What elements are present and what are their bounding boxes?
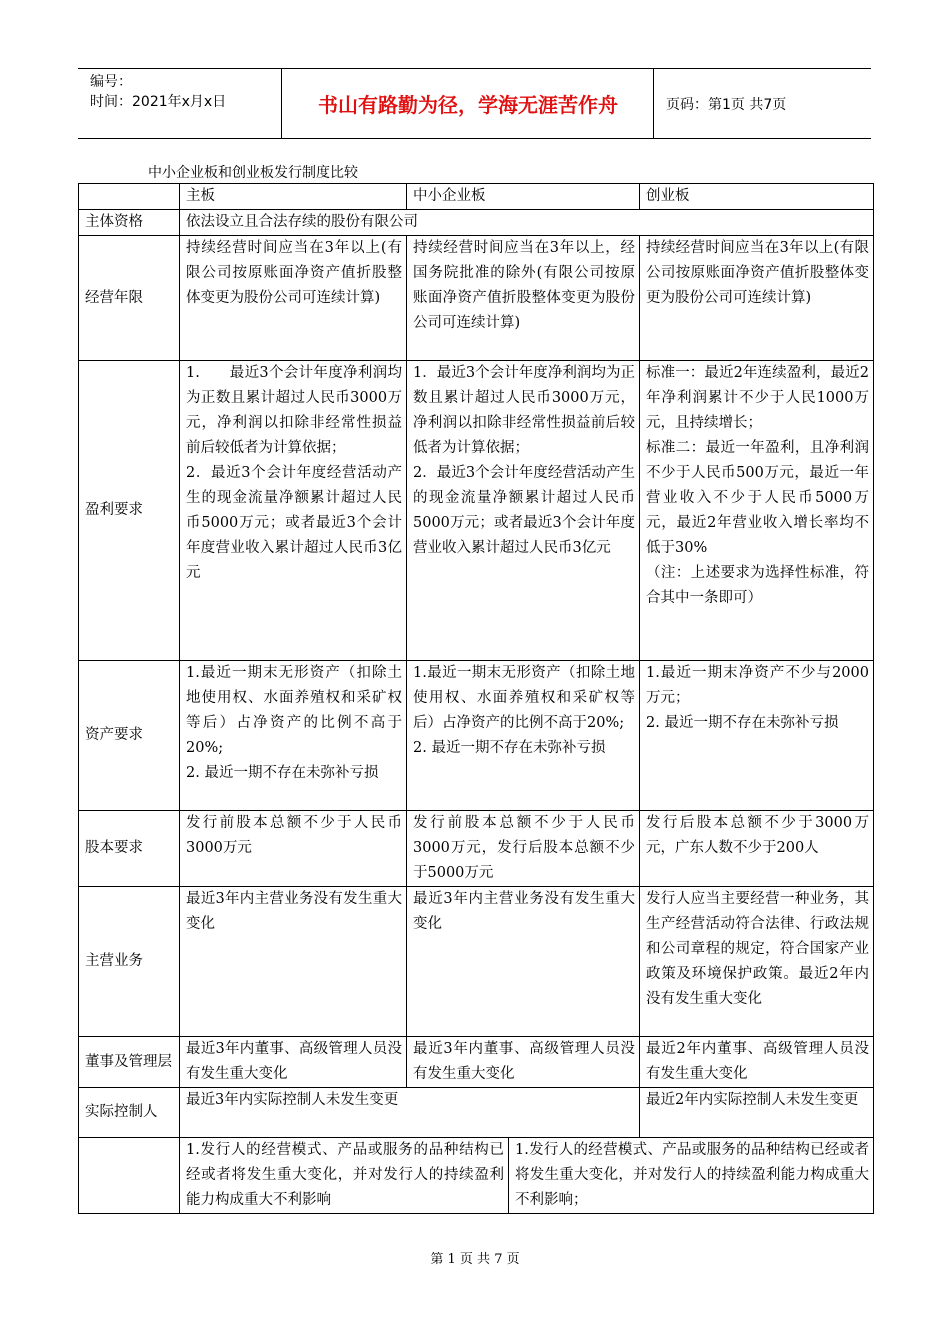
row-label-capital: 股本要求 xyxy=(79,811,180,887)
header-motto: 书山有路勤为径，学海无涯苦作舟 xyxy=(283,69,654,138)
cell-years-main: 持续经营时间应当在3年以上(有限公司按原账面净资产值折股整体变更为股份公司可连续计算) xyxy=(180,236,407,361)
row-label-years: 经营年限 xyxy=(79,236,180,361)
header-cell-gem: 创业板 xyxy=(640,184,874,210)
cell-capital-gem: 发行后股本总额不少于3000万元，广东人数不少于200人 xyxy=(640,811,874,887)
table-row xyxy=(79,811,874,887)
document-title: 中小企业板和创业板发行制度比较 xyxy=(148,165,358,181)
cell-capital-main: 发行前股本总额不少于人民币3000万元 xyxy=(180,811,407,887)
comparison-table xyxy=(78,183,874,1214)
table-row xyxy=(79,184,874,210)
row-label-subject: 主体资格 xyxy=(79,210,180,236)
table-row xyxy=(79,1088,874,1138)
row-label-profit: 盈利要求 xyxy=(79,361,180,661)
cell-capital-sme: 发行前股本总额不少于人民币3000万元，发行后股本总额不少于5000万元 xyxy=(407,811,640,887)
cell-assets-gem: 1.最近一期末净资产不少与2000万元； 2. 最近一期不存在未弥补亏损 xyxy=(640,661,874,811)
header-cell-main: 主板 xyxy=(180,184,407,210)
cell-years-sme: 持续经营时间应当在3年以上，经国务院批准的除外(有限公司按原账面净资产值折股整体变更为股份公司可连续计算) xyxy=(407,236,640,361)
row-label-management: 董事及管理层 xyxy=(79,1037,180,1088)
table-row xyxy=(79,210,874,236)
cell-last-right: 1.发行人的经营模式、产品或服务的品种结构已经或者将发生重大变化，并对发行人的持续盈利能力构成重大不利影响； xyxy=(509,1138,874,1214)
row-label-business: 主营业务 xyxy=(79,887,180,1037)
row-label-last xyxy=(79,1138,180,1214)
table-row xyxy=(79,1138,874,1214)
cell-controller-main-sme: 最近3年内实际控制人未发生变更 xyxy=(180,1088,640,1138)
table-row xyxy=(79,661,874,811)
cell-business-gem: 发行人应当主要经营一种业务，其生产经营活动符合法律、行政法规和公司章程的规定，符合国家产业政策及环境保护政策。最近2年内没有发生重大变化 xyxy=(640,887,874,1037)
cell-controller-gem: 最近2年内实际控制人未发生变更 xyxy=(640,1088,874,1138)
cell-last-left: 1.发行人的经营模式、产品或服务的品种结构已经或者将发生重大变化，并对发行人的持续盈利能力构成重大不利影响 xyxy=(180,1138,509,1214)
header-page-info: 页码：第1页 共7页 xyxy=(666,96,787,113)
header-cell-sme: 中小企业板 xyxy=(407,184,640,210)
cell-management-gem: 最近2年内董事、高级管理人员没有发生重大变化 xyxy=(640,1037,874,1088)
cell-subject: 依法设立且合法存续的股份有限公司 xyxy=(180,210,874,236)
page-footer: 第 1 页 共 7 页 xyxy=(430,1252,520,1267)
page-header xyxy=(78,68,871,139)
cell-profit-gem: 标准一：最近2年连续盈利，最近2年净利润累计不少于人民1000万元，且持续增长； 标准二：最近一年盈利，且净利润不少于人民币500万元，最近一年营业收入不少于人民币5000万元，最近2年营业收入增长率均不低于30% （注：上述要求为选择性标准，符合其中一条即可） xyxy=(640,361,874,661)
header-cell-empty xyxy=(79,184,180,210)
table-row xyxy=(79,361,874,661)
cell-years-gem: 持续经营时间应当在3年以上(有限公司按原账面净资产值折股整体变更为股份公司可连续计算) xyxy=(640,236,874,361)
table-row xyxy=(79,236,874,361)
table-row xyxy=(79,1037,874,1088)
row-label-controller: 实际控制人 xyxy=(79,1088,180,1138)
cell-business-main: 最近3年内主营业务没有发生重大变化 xyxy=(180,887,407,1037)
cell-management-sme: 最近3年内董事、高级管理人员没有发生重大变化 xyxy=(407,1037,640,1088)
number-label: 编号： xyxy=(90,74,132,90)
cell-assets-sme: 1.最近一期末无形资产（扣除土地使用权、水面养殖权和采矿权等后）占净资产的比例不高于20%; 2. 最近一期不存在未弥补亏损 xyxy=(407,661,640,811)
table-row xyxy=(79,887,874,1037)
header-meta xyxy=(78,69,282,138)
cell-profit-sme: 1．最近3个会计年度净利润均为正数且累计超过人民币3000万元，净利润以扣除非经常性损益前后较低者为计算依据； 2．最近3个会计年度经营活动产生的现金流量净额累计超过人民币5000万元；或者最近3个会计年度营业收入累计超过人民币3亿元 xyxy=(407,361,640,661)
cell-business-sme: 最近3年内主营业务没有发生重大变化 xyxy=(407,887,640,1037)
cell-profit-main: 1. 最近3个会计年度净利润均为正数且累计超过人民币3000万元，净利润以扣除非经常性损益前后较低者为计算依据； 2．最近3个会计年度经营活动产生的现金流量净额累计超过人民 币5000万元；或者最近3个会计年度营业收入累计超过人民币3亿元 xyxy=(180,361,407,661)
cell-assets-main: 1.最近一期末无形资产（扣除土地使用权、水面养殖权和采矿权等后）占净资产的比例不高于20%; 2. 最近一期不存在未弥补亏损 xyxy=(180,661,407,811)
cell-management-main: 最近3年内董事、高级管理人员没有发生重大变化 xyxy=(180,1037,407,1088)
time-label: 时间：2021年x月x日 xyxy=(90,94,227,110)
row-label-assets: 资产要求 xyxy=(79,661,180,811)
